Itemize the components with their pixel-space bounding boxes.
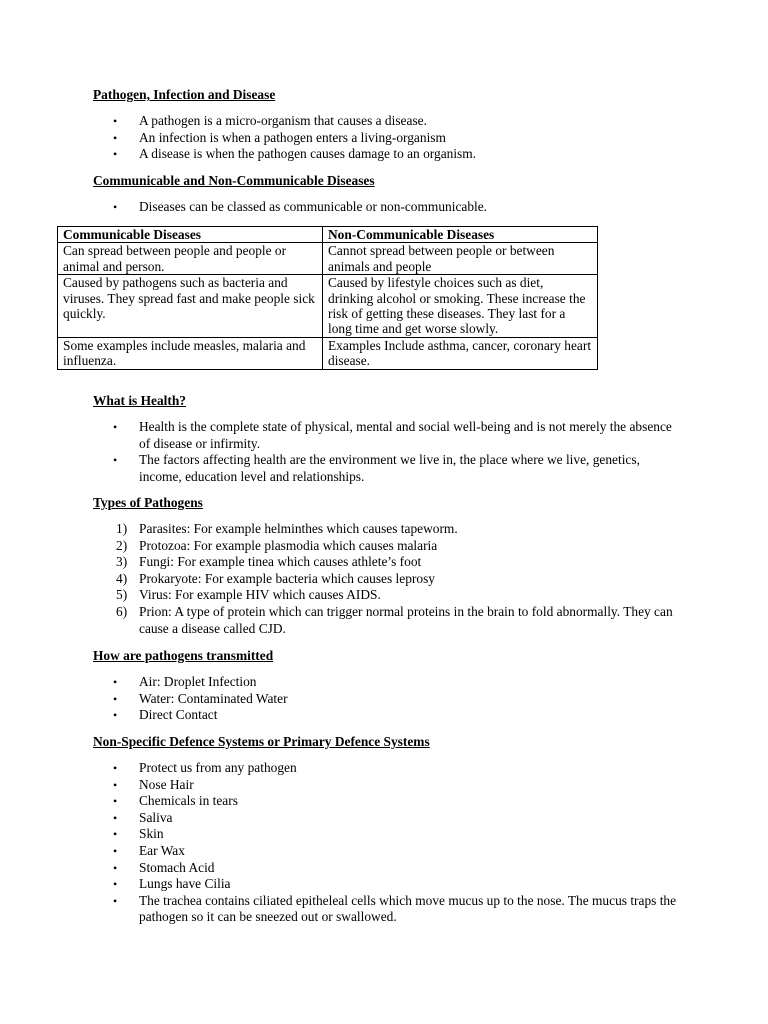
bullet-icon: •	[113, 453, 118, 468]
heading-types-of-pathogens: Types of Pathogens	[93, 495, 203, 510]
list-item: • Chemicals in tears	[113, 793, 238, 809]
heading-health: What is Health?	[93, 393, 186, 408]
table-row	[58, 275, 598, 338]
bullet-icon: •	[113, 691, 118, 706]
list-item: • Health is the complete state of physical, mental and social well-being and is not merely the absence of disease or infirmity.	[113, 419, 672, 451]
heading-defence-systems: Non-Specific Defence Systems or Primary Defence Systems	[93, 734, 430, 749]
table-row	[58, 337, 598, 369]
list-item: 5) Virus: For example HIV which causes AIDS.	[116, 587, 381, 603]
list-item: • Diseases can be classed as communicable or non-communicable.	[113, 199, 488, 214]
list-item: • A pathogen is a micro-organism that causes a disease.	[113, 113, 427, 128]
list-item: • A disease is when the pathogen causes damage to an organism.	[113, 146, 477, 162]
comparison-table	[57, 226, 598, 370]
bullet-icon: •	[113, 810, 118, 825]
table-cell: Examples Include asthma, cancer, coronary heart disease.	[323, 337, 598, 369]
bullet-icon: •	[113, 794, 118, 809]
bullet-icon: •	[113, 877, 118, 892]
bullet-icon: •	[113, 843, 118, 858]
table-cell: Some examples include measles, malaria and influenza.	[58, 337, 323, 369]
list-item: • Ear Wax	[113, 842, 185, 858]
list-item: • Direct Contact	[113, 707, 218, 723]
list-item: • Protect us from any pathogen	[113, 760, 297, 775]
bullet-icon: •	[113, 147, 118, 162]
list-item: • Lungs have Cilia	[113, 876, 231, 892]
bullet-icon: •	[113, 130, 118, 145]
bullet-list-communicable	[93, 199, 683, 216]
heading-transmission: How are pathogens transmitted	[93, 648, 274, 663]
table-cell: Can spread between people and people or animal and person.	[58, 243, 323, 275]
table-row	[58, 243, 598, 275]
bullet-icon: •	[113, 827, 118, 842]
numbered-list-pathogens	[93, 521, 683, 637]
bullet-icon: •	[113, 893, 118, 908]
list-item: • An infection is when a pathogen enters a living-organism	[113, 129, 446, 145]
heading-communicable: Communicable and Non-Communicable Diseases	[93, 173, 375, 188]
list-item: 3) Fungi: For example tinea which causes athlete’s foot	[116, 554, 422, 570]
list-item: • The trachea contains ciliated epitheleal cells which move mucus up to the nose. The mucus traps the pathogen so it can be sneezed out or swallowed.	[113, 892, 677, 925]
table-header-row	[58, 227, 598, 243]
list-item: • The factors affecting health are the environment we live in, the place where we live, genetics, income, education level and relationships.	[113, 452, 640, 484]
bullet-list-health	[93, 419, 683, 485]
table-cell: Cannot spread between people or between animals and people	[323, 243, 598, 275]
bullet-list-defence	[93, 760, 683, 926]
bullet-icon: •	[113, 675, 118, 689]
bullet-icon: •	[113, 114, 118, 128]
list-item: 4) Prokaryote: For example bacteria which causes leprosy	[116, 570, 435, 586]
bullet-icon: •	[113, 860, 118, 875]
bullet-icon: •	[113, 200, 118, 214]
bullet-list-transmission	[93, 674, 683, 724]
list-item: 6) Prion: A type of protein which can trigger normal proteins in the brain to fold abnormally. They can cause a disease called CJD.	[116, 603, 673, 636]
bullet-icon: •	[113, 761, 118, 775]
list-item: • Stomach Acid	[113, 859, 215, 875]
column-header: Communicable Diseases	[58, 227, 323, 243]
table-cell: Caused by pathogens such as bacteria and viruses. They spread fast and make people sick quickly.	[58, 275, 323, 338]
bullet-icon: •	[113, 777, 118, 792]
list-item: 2) Protozoa: For example plasmodia which causes malaria	[116, 537, 438, 553]
list-item: 1) Parasites: For example helminthes which causes tapeworm.	[116, 521, 458, 536]
bullet-list-pathogen	[93, 113, 683, 163]
list-item: • Skin	[113, 826, 164, 842]
list-item: • Water: Contaminated Water	[113, 690, 288, 706]
bullet-icon: •	[113, 420, 118, 434]
list-item: • Nose Hair	[113, 776, 194, 792]
bullet-icon: •	[113, 708, 118, 723]
column-header: Non-Communicable Diseases	[323, 227, 598, 243]
heading-pathogen-infection-disease: Pathogen, Infection and Disease	[93, 87, 276, 102]
table-cell: Caused by lifestyle choices such as diet, drinking alcohol or smoking. These increase the risk of getting these diseases. They last for a long time and get worse slowly.	[323, 275, 598, 338]
list-item: • Saliva	[113, 809, 173, 825]
list-item: • Air: Droplet Infection	[113, 674, 257, 689]
